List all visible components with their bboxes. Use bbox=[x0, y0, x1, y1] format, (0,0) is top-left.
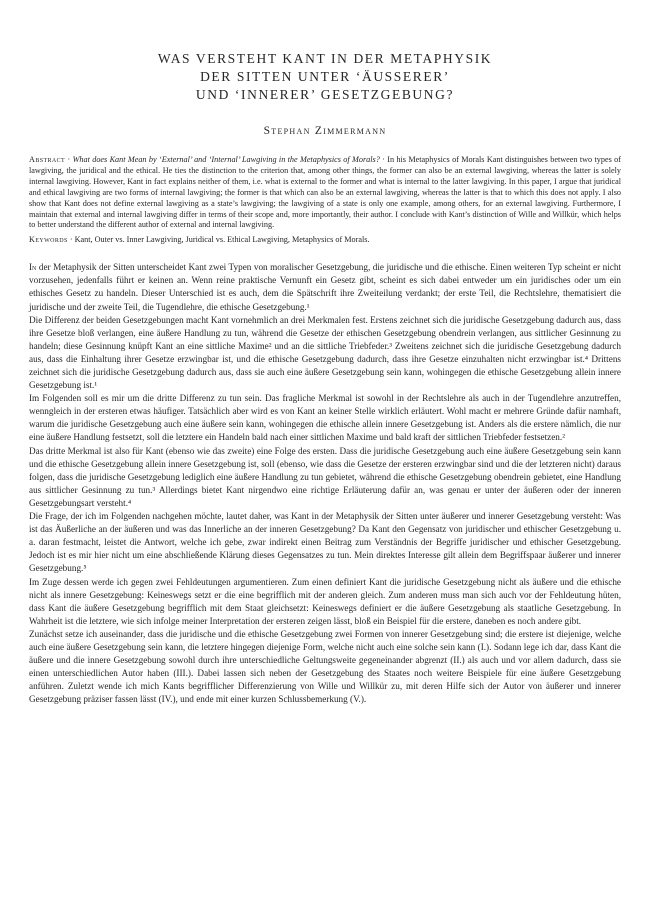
paragraph-2: Die Differenz der beiden Gesetzgebungen macht Kant vornehmlich an drei Merkmalen fest. Erstens zeichnet sich die juridische Gesetzgebung dadurch aus, dass ihre Gesetze bloß verlangen, eine äußere Handlung zu tun, während die Gesetze der ethischen Gesetzgebung obendrein verlangen, aus sittlicher Gesinnung zu handeln; diese Gesinnung knüpft Kant an eine sittliche Maxime² und an die sittliche Triebfeder.³ Zweitens zeichnet sich die juridische Gesetzgebung dadurch aus, dass die Einhaltung ihrer Gesetze erzwingbar ist, und die ethische Gesetzgebung dadurch, dass ihre Gesetze einzuhalten nicht erzwingbar ist.⁴ Drittens zeichnet sich die juridische Gesetzgebung dadurch aus, dass sie auch eine äußere Gesetzgebung sein kann, wohingegen die ethische Gesetzgebung allein innere Gesetzgebung ist.¹ bbox=[29, 314, 621, 391]
keywords-text: Kant, Outer vs. Inner Lawgiving, Juridical vs. Ethical Lawgiving, Metaphysics of Morals. bbox=[74, 235, 370, 245]
abstract-label: Abstract bbox=[29, 155, 66, 164]
paragraph-6: Im Zuge dessen werde ich gegen zwei Fehldeutungen argumentieren. Zum einen definiert Kant die juridische Gesetzgebung nicht als äußere und die ethische nicht als innere Gesetzgebung: Keineswegs setzt er die eine begrifflich mit der anderen gleich. Zum anderen muss man sich auch vor der Fehldeutung hüten, dass Kant die äußere Gesetzgebung begrifflich mit dem Staat gleichsetzt: Keineswegs definiert er die äußere Gesetzgebung als staatliche Gesetzgebung. In Wahrheit ist die letztere, wie sich infolge meiner Interpretation der ersteren zeigen lässt, bloß ein Beispiel für die erstere, daneben es noch andere gibt. bbox=[29, 576, 621, 626]
article-title bbox=[29, 50, 621, 104]
author-name: Stephan Zimmermann bbox=[263, 125, 387, 137]
paragraph-lead: In bbox=[29, 262, 37, 273]
abstract-text: In his Metaphysics of Morals Kant distinguishes between two types of lawgiving, the juridical and the ethical. He ties the distinction to the criterion that, among other things, the former can also be an external lawgiving, whereas the latter is solely internal lawgiving. However, Kant in fact explains neither of them, i.e. what is external to the former and what is internal to the latter lawgiving. In this paper, I argue that juridical and ethical lawgiving are two forms of internal lawgiving; the former is that which can also be an external lawgiving, whereas the latter is that to which this does not apply. I also show that Kant does not define external lawgiving as a state’s lawgiving; the lawgiving of a state is only one example, among others, for an external lawgiving. Furthermore, I maintain that external and internal lawgiving differ in terms of their scope and, more importantly, their author. I conclude with Kant’s distinction of Wille and Willkür, which helps to better understand the different author of external and internal lawgiving. bbox=[29, 155, 621, 230]
paragraph-3: Im Folgenden soll es mir um die dritte Differenz zu tun sein. Das fragliche Merkmal ist sowohl in der Rechtslehre als auch in der Tugendlehre anzutreffen, wenngleich in der ersteren etwas häufiger. Tatsächlich aber wird es von Kant an keiner Stelle wirklich erläutert. Wohl macht er mehrere Gründe dafür namhaft, warum die juridische Gesetzgebung auch eine äußere sein kann, wohingegen die ethische allein innere Gesetzgebung ist. Anders als die erstere nämlich, die nur eine äußere Handlung festsetzt, soll die letztere ein Handeln bald nach einer sittlichen Maxime und bald kraft der sittlichen Triebfeder festsetzen.² bbox=[29, 393, 621, 443]
paragraph-7: Zunächst setze ich auseinander, dass die juridische und die ethische Gesetzgebung zwei Formen von innerer Gesetzgebung sind; die erstere ist diejenige, welche auch eine äußere Gesetzgebung sein kann, die letztere hingegen diejenige Form, welche nicht auch eine solche sein kann (I.). Sodann lege ich dar, dass Kant die äußere und die innere Gesetzgebung sowohl durch ihre unterschiedliche Geltungsweite gegeneinander abgrenzt (II.) als auch und vor allem dadurch, dass sie einen unterschiedlichen Autor haben (III.). Dabei lassen sich neben der Gesetzgebung des Staates noch weitere Beispiele für eine äußere Gesetzgebung anführen. Zuletzt wende ich mich Kants begrifflicher Differenzierung von Wille und Willkür zu, mit deren Hilfe sich der Autor von äußerer und innerer Gesetzgebung präziser fassen lässt (IV.), und ende mit einer kurzen Schlussbemerkung (V.). bbox=[29, 628, 621, 705]
article-page bbox=[29, 50, 621, 706]
title-line-3: UND ‘INNERER’ GESETZGEBUNG? bbox=[195, 87, 455, 102]
title-line-1: WAS VERSTEHT KANT IN DER METAPHYSIK bbox=[157, 51, 493, 66]
paragraph-1 bbox=[29, 261, 621, 313]
keywords-label: Keywords bbox=[29, 235, 68, 245]
abstract: Abstract · What does Kant Mean by ‘External’ and ‘Internal’ Lawgiving in the Metaphysics of Morals? · In his Metaphysics of Morals Kant distinguishes between two types of lawgiving, the juridical and the ethical. He ties the distinction to the criterion that, among other things, the former can also be an external lawgiving, whereas the latter is solely internal lawgiving. However, Kant in fact explains neither of them, i.e. what is external to the former and what is internal to the latter lawgiving. In this paper, I argue that juridical and ethical lawgiving are two forms of internal lawgiving; the former is that which can also be an external lawgiving, whereas the latter is that to which this does not apply. I also show that Kant does not define external lawgiving as a state’s lawgiving; the lawgiving of a state is only one example, among others, for an external lawgiving. Furthermore, I maintain that external and internal lawgiving differ in terms of their scope and, more importantly, their author. I conclude with Kant’s distinction of Wille and Willkür, which helps to better understand the different author of external and internal lawgiving. bbox=[29, 155, 621, 230]
article-body bbox=[29, 261, 621, 706]
paragraph-4: Das dritte Merkmal ist also für Kant (ebenso wie das zweite) eine Folge des ersten. Dass die juridische Gesetzgebung auch eine äußere Gesetzgebung sein kann und die ethische Gesetzgebung allein innere Gesetzgebung ist, soll (ebenso, wie dass die Gesetze der ersteren erzwingbar sind und die der letzteren nicht) daraus folgen, dass die juridische Gesetzgebung lediglich eine äußere Handlung zu tun gebietet, während die ethische Gesetzgebung obendrein gebietet, eine Handlung aus sittlicher Gesinnung zu tun.³ Allerdings bietet Kant nirgendwo eine richtige Erläuterung dafür an, was genau er unter der äußeren oder der inneren Gesetzgebungsart versteht.⁴ bbox=[29, 445, 621, 508]
abstract-title: What does Kant Mean by ‘External’ and ‘Internal’ Lawgiving in the Metaphysics of Morals? bbox=[72, 155, 380, 164]
paragraph-5: Die Frage, der ich im Folgenden nachgehen möchte, lautet daher, was Kant in der Metaphysik der Sitten unter äußerer und innerer Gesetzgebung versteht: Was ist das Äußerliche an der äußeren und was das Innerliche an der inneren Gesetzgebung? Da Kant den Gegensatz von juridischer und ethischer Gesetzgebung u. a. daran festmacht, leistet die Antwort, welche ich gebe, zwar indirekt einen Beitrag zum Verständnis der Begriffe juridischer und ethischer Gesetzgebung. Jedoch ist es mir hier nicht um eine abschließende Klärung dieses Gegensatzes zu tun. Mein direktes Interesse gilt allein dem Begriffspaar äußerer und innerer Gesetzgebung.⁵ bbox=[29, 511, 621, 574]
paragraph-1-text: der Metaphysik der Sitten unterscheidet Kant zwei Typen von moralischer Gesetzgebung, die juridische und die ethische. Einen weiteren Typ scheint er nicht vorzusehen, jedenfalls führt er keinen an. Wenn reine praktische Vernunft ein Gesetz gibt, scheint es sich dabei entweder um ein juridisches oder um ein ethisches Gesetz zu handeln. Dieser Unterschied ist es auch, dem die Spätschrift ihre Zweiteilung verdankt; der erste Teil, die Rechtslehre, thematisiert die juridische und der zweite Teil, die Tugendlehre, die ethische Gesetzgebung.¹ bbox=[29, 262, 621, 312]
title-line-2: DER SITTEN UNTER ‘ÄUSSERER’ bbox=[200, 69, 450, 84]
keywords: Keywords · Kant, Outer vs. Inner Lawgiving, Juridical vs. Ethical Lawgiving, Metaphysics of Morals. bbox=[29, 235, 370, 245]
